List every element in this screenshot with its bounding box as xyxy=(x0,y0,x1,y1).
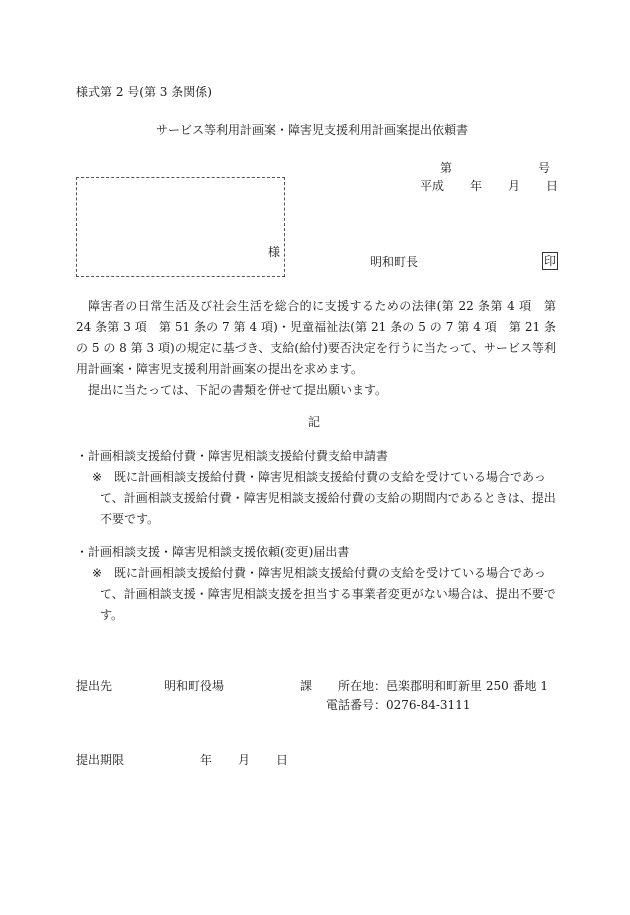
ki-heading: 記 xyxy=(308,415,321,429)
submit-to-address: 所在地：邑楽郡明和町新里 250 番地 1 xyxy=(338,679,548,693)
deadline-year: 年 xyxy=(200,753,213,767)
sender-name: 明和町長 xyxy=(370,255,419,269)
submit-to-section: 課 xyxy=(300,679,313,693)
addressee-box xyxy=(76,177,285,277)
item-2-note-text: 既に計画相談支援給付費・障害児相談支援給付費の支給を受けている場合であって、計画相談支援・障害児相談支援を担当する事業者変更がない場合は、提出不要です。 xyxy=(100,566,556,622)
date-year: 年 xyxy=(470,179,483,193)
doc-number-dai: 第 xyxy=(440,161,453,175)
form-number: 様式第 2 号(第 3 条関係) xyxy=(76,85,212,99)
deadline-day: 日 xyxy=(276,753,289,767)
item-1-note xyxy=(76,467,556,530)
submit-to-office: 明和町役場 xyxy=(164,679,225,693)
item-1-note-text: 既に計画相談支援給付費・障害児相談支援給付費の支給を受けている場合であって、計画相談支援給付費・障害児相談支援給付費の支給の期間内であるときは、提出不要です。 xyxy=(100,470,556,526)
item-2-heading: ・計画相談支援・障害児相談支援依頼(変更)届出書 xyxy=(76,545,350,559)
note-mark: ※ xyxy=(92,566,103,580)
item-2-note xyxy=(76,563,556,626)
date-era: 平成 xyxy=(420,179,445,193)
date-day: 日 xyxy=(546,179,559,193)
body-paragraph-1: 障害者の日常生活及び社会生活を総合的に支援するための法律(第 22 条第 4 項 第 24 条第 3 項 第 51 条の 7 第 4 項)・児童福祉法(第 21 条の 5 の 7 第 4 項 第 21 条の 5 の 8 第 3 項)の規定に基づき、支給(給付)要否決定を行うに当たって、サービス等利用計画案・障害児支援利用計画案の提出を求めます。 xyxy=(76,299,556,376)
addressee-suffix: 様 xyxy=(268,245,281,259)
body-text xyxy=(76,296,556,401)
body-paragraph-2: 提出に当たっては、下記の書類を併せて提出願います。 xyxy=(88,383,388,397)
note-mark: ※ xyxy=(92,470,103,484)
submit-to-label: 提出先 xyxy=(76,679,113,693)
date-month: 月 xyxy=(508,179,521,193)
deadline-label: 提出期限 xyxy=(76,753,125,767)
doc-number-go: 号 xyxy=(538,161,551,175)
document-title: サービス等利用計画案・障害児支援利用計画案提出依頼書 xyxy=(156,123,469,137)
seal-stamp: 印 xyxy=(544,254,557,268)
deadline-month: 月 xyxy=(238,753,251,767)
submit-to-phone: 電話番号：0276-84-3111 xyxy=(326,698,471,712)
item-1-heading: ・計画相談支援給付費・障害児相談支援給付費支給申請書 xyxy=(76,449,389,463)
